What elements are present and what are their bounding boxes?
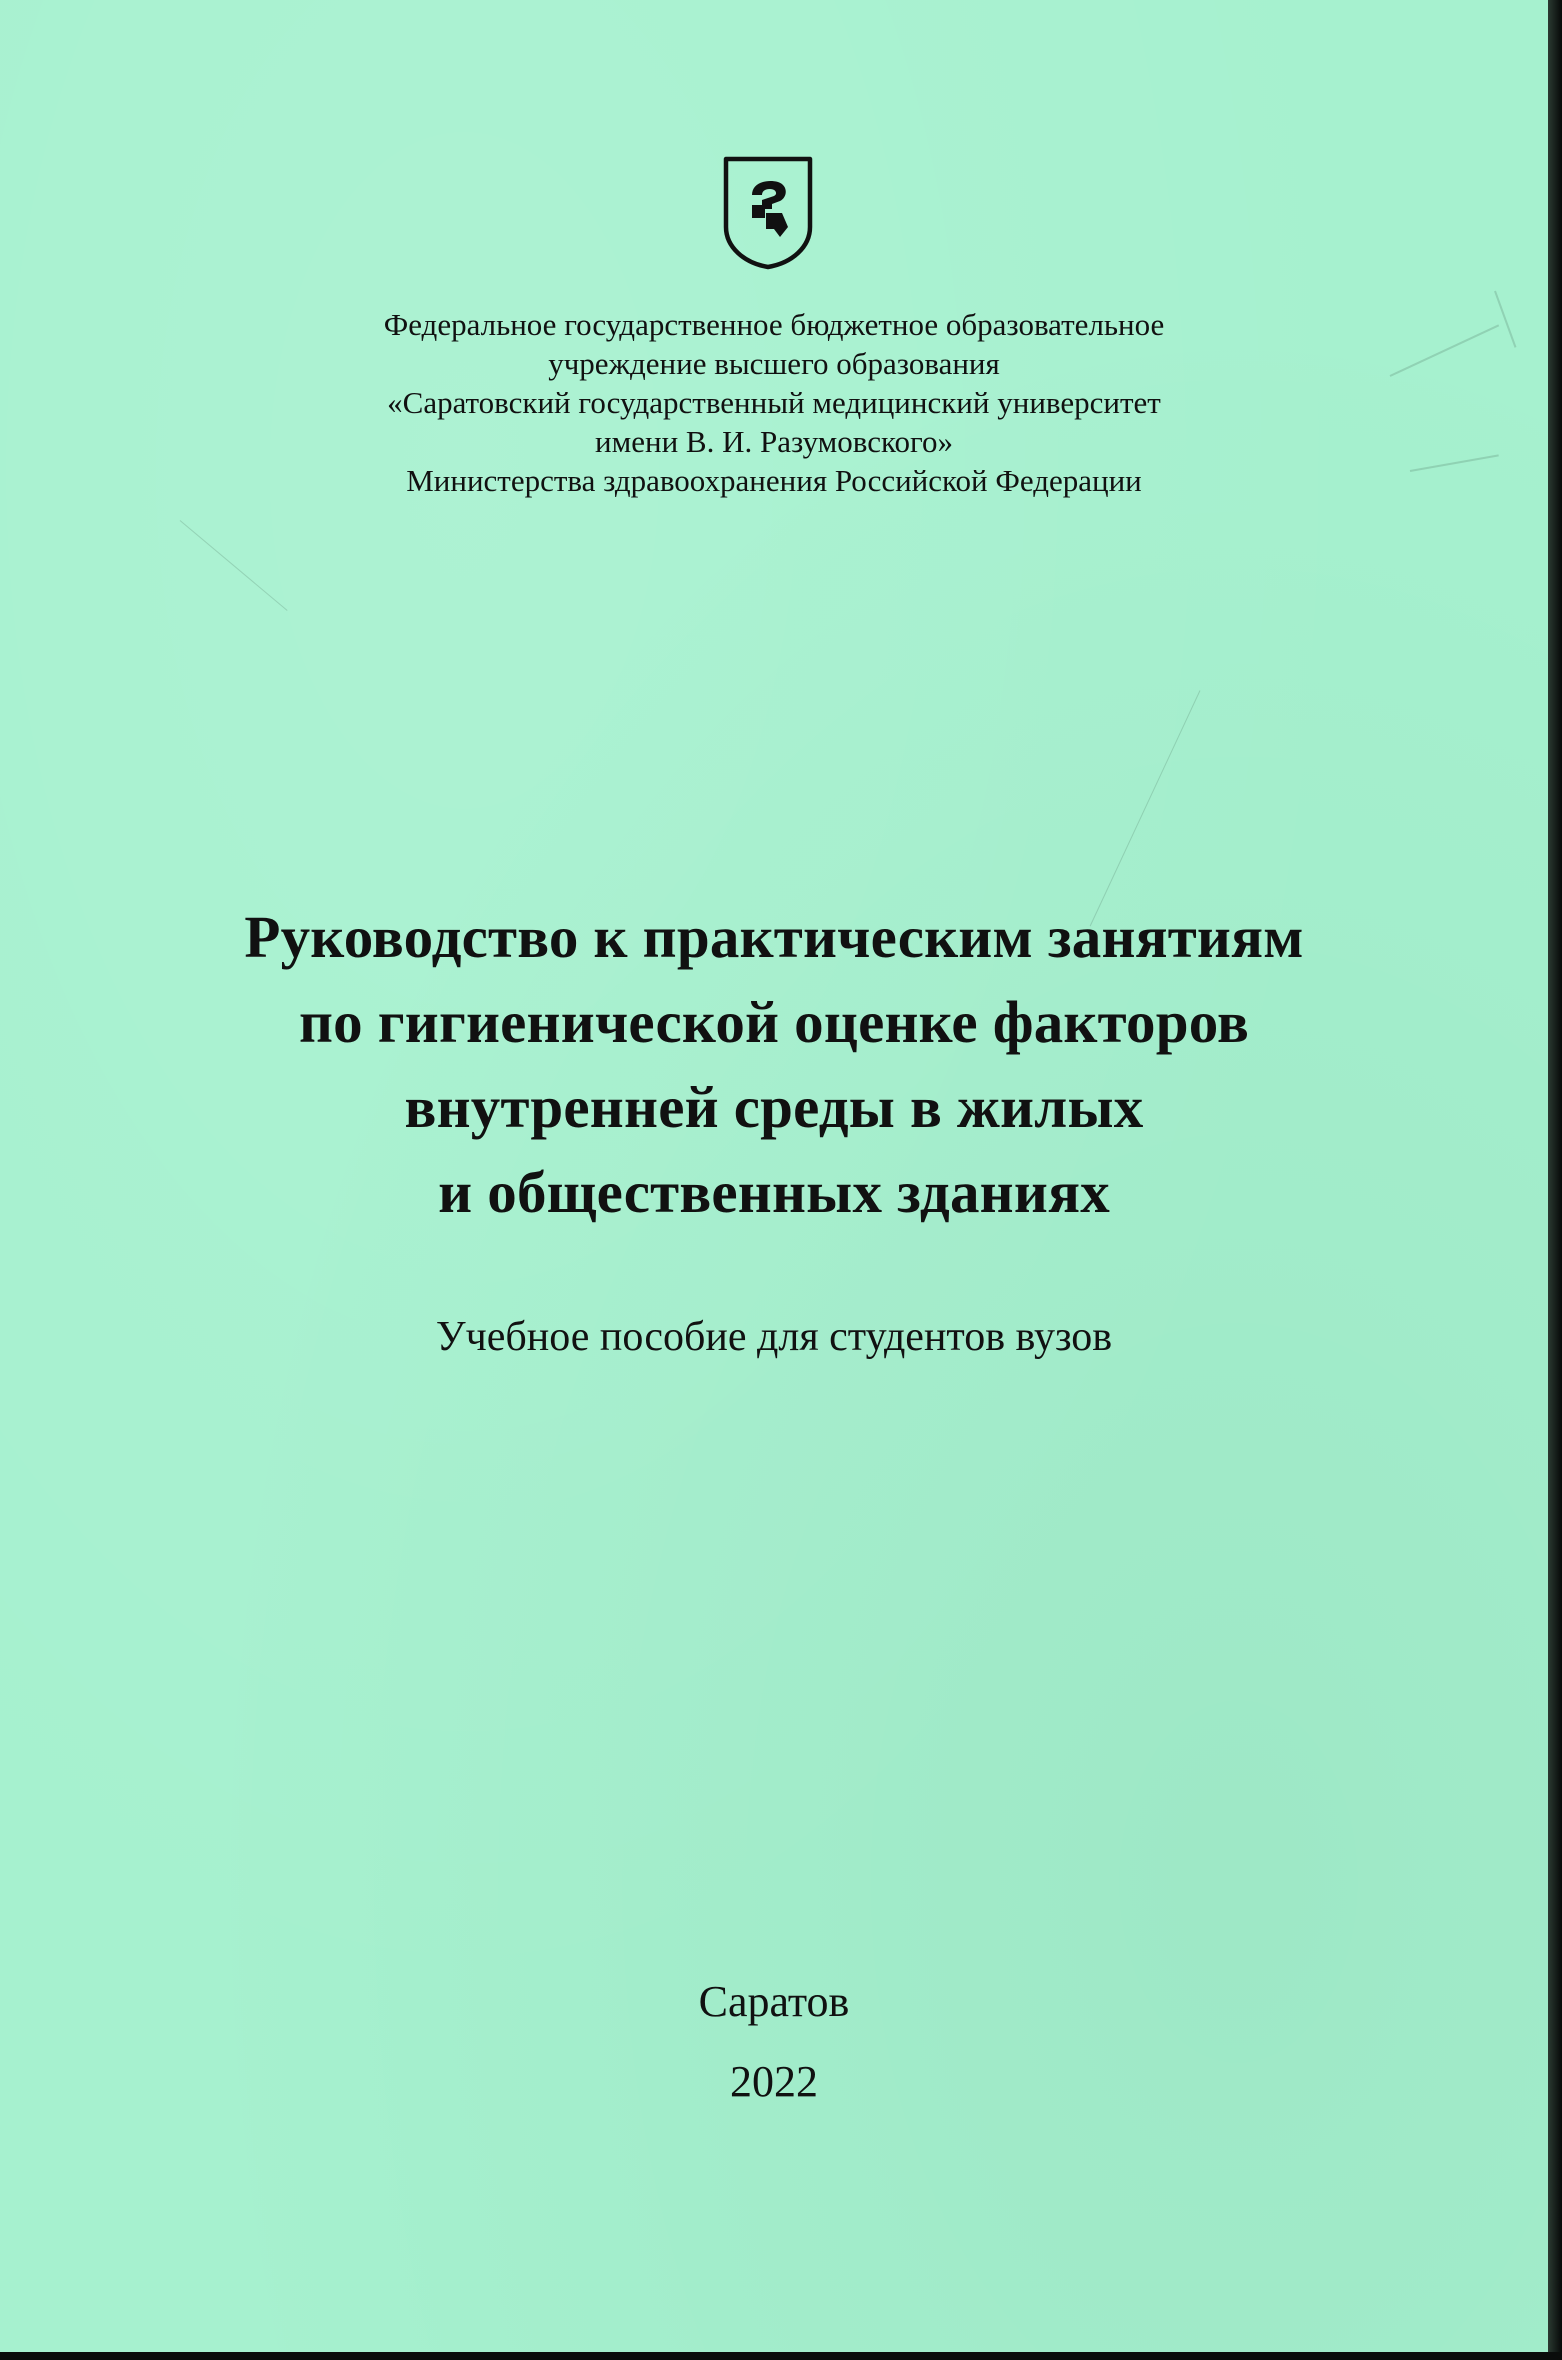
institution-line: Министерства здравоохранения Российской Федерации — [406, 463, 1142, 498]
title-line: по гигиенической оценке факторов — [298, 989, 1250, 1055]
scan-edge-bottom — [0, 2352, 1562, 2360]
surface-scratch — [180, 520, 288, 611]
institution-name — [0, 305, 1548, 500]
institution-line: учреждение высшего образования — [548, 346, 1000, 381]
university-shield-logo — [722, 155, 814, 270]
title-line: внутренней среды в жилых — [404, 1074, 1144, 1140]
book-title — [0, 895, 1548, 1235]
book-subtitle: Учебное пособие для студентов вузов — [435, 1314, 1113, 1360]
surface-scratch — [1090, 690, 1201, 926]
scan-edge-right — [1548, 0, 1562, 2360]
institution-line: Федеральное государственное бюджетное образовательное — [383, 307, 1165, 342]
publication-year: 2022 — [730, 2057, 818, 2106]
title-line: Руководство к практическим занятиям — [244, 904, 1304, 970]
institution-line: «Саратовский государственный медицинский университет — [387, 385, 1161, 420]
title-line: и общественных зданиях — [438, 1159, 1110, 1225]
publication-city: Саратов — [698, 1977, 850, 2026]
institution-line: имени В. И. Разумовского» — [595, 424, 953, 459]
